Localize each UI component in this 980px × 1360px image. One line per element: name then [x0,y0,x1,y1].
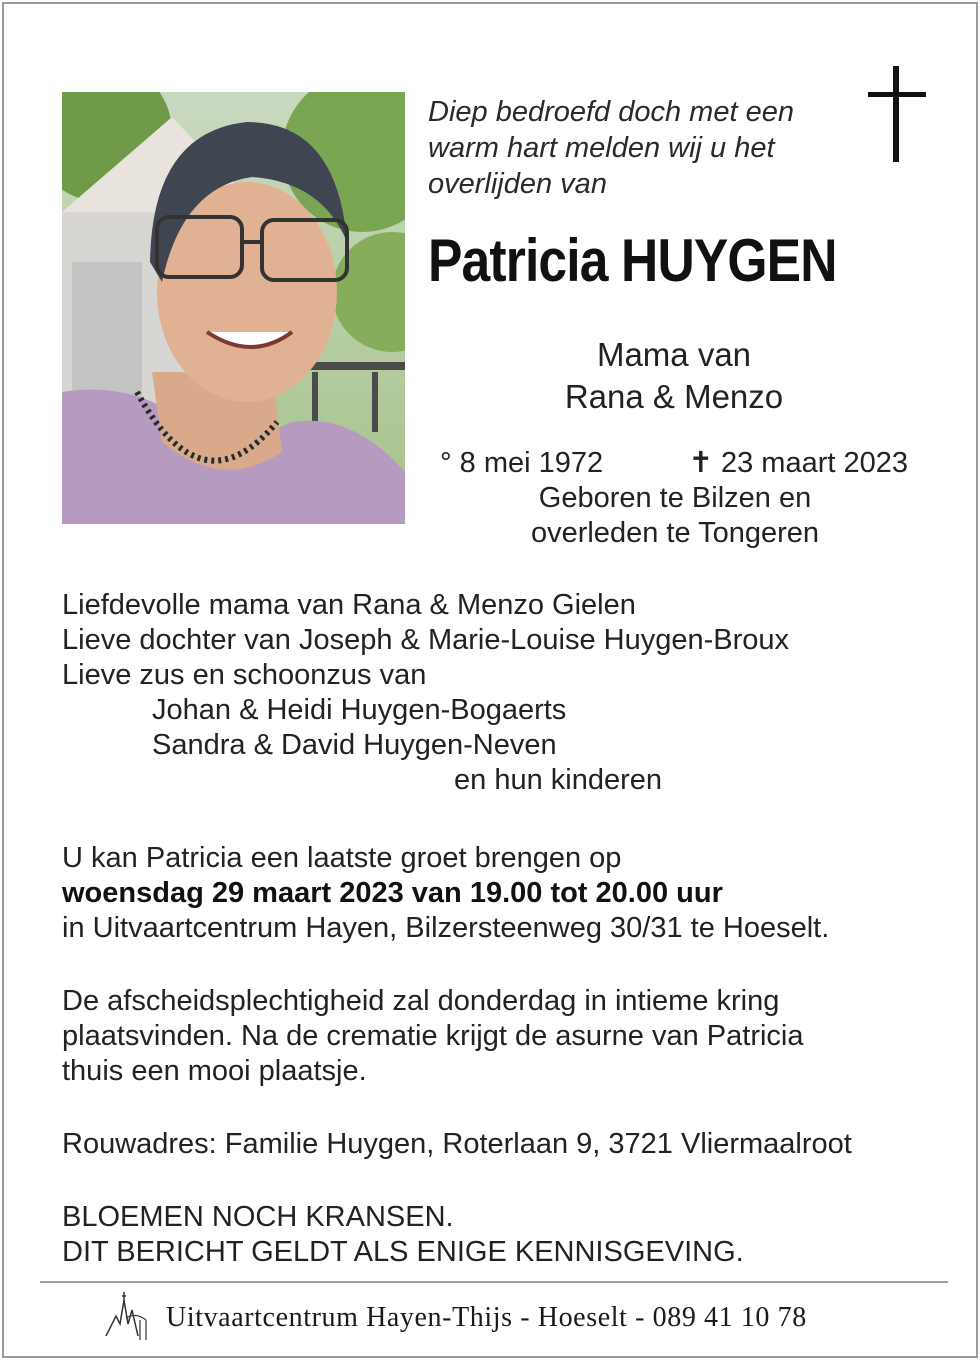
funeral-home-contact: Uitvaartcentrum Hayen-Thijs - Hoeselt - 089 41 10 78 [166,1302,807,1333]
place-line: Geboren te Bilzen en [538,482,812,514]
family-line: Liefdevolle mama van Rana & Menzo Gielen [62,589,636,621]
death-date: ✝ 23 maart 2023 [688,447,908,479]
closing-line: DIT BERICHT GELDT ALS ENIGE KENNISGEVING. [62,1236,744,1268]
closing-line: BLOEMEN NOCH KRANSEN. [62,1201,454,1233]
mama-line: Rana & Menzo [564,378,784,415]
family-line: Lieve dochter van Joseph & Marie-Louise Huygen-Broux [62,624,790,656]
ceremony-line: De afscheidsplechtigheid zal donderdag in intieme kring [62,985,780,1017]
life-dates [440,446,910,551]
mama-line: Mama van [596,336,752,373]
intro-text [428,94,848,202]
sibling-line: Johan & Heidi Huygen-Bogaerts [152,694,567,726]
intro-line: warm hart melden wij u het [428,132,775,164]
children-line: en hun kinderen [454,764,662,796]
obituary-card [2,2,978,1358]
visit-when: woensdag 29 maart 2023 van 19.00 tot 20.00 uur [62,877,723,909]
ceremony-line: plaatsvinden. Na de crematie krijgt de asurne van Patricia [62,1020,804,1052]
visit-where: in Uitvaartcentrum Hayen, Bilzersteenweg 30/31 te Hoeselt. [62,912,830,944]
cross-icon [868,66,926,162]
mama-of [474,334,874,418]
birth-date: ° 8 mei 1972 [440,447,604,479]
ceremony-line: thuis een mooi plaatsje. [62,1055,367,1087]
portrait-photo [62,92,405,524]
place-line: overleden te Tongeren [530,517,820,549]
visit-line: U kan Patricia een laatste groet brengen op [62,842,622,874]
intro-line: overlijden van [428,168,607,200]
family-line: Lieve zus en schoonzus van [62,659,427,691]
mourning-address: Rouwadres: Familie Huygen, Roterlaan 9, 3721 Vliermaalroot [62,1128,852,1160]
notice-body [62,588,942,1270]
funeral-home-footer [102,1290,902,1346]
footer-divider [40,1281,948,1283]
deceased-name: Patricia HUYGEN [428,227,837,294]
funeral-home-logo-icon [102,1290,152,1342]
sibling-line: Sandra & David Huygen-Neven [152,729,557,761]
intro-line: Diep bedroefd doch met een [428,96,794,128]
